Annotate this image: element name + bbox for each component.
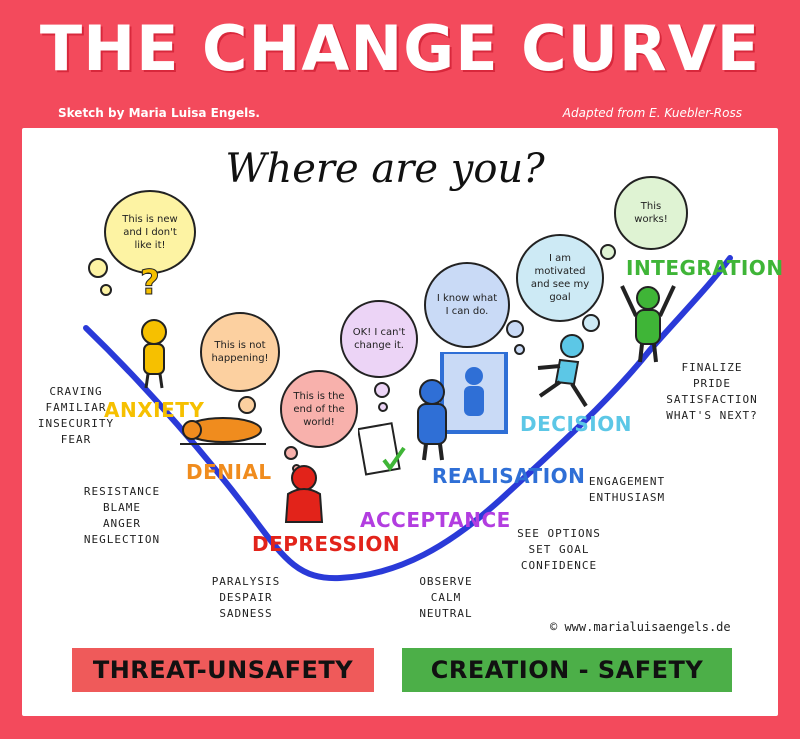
- thought-bubble-realisation: I know what I can do.: [424, 262, 510, 348]
- words-depression: [200, 574, 292, 622]
- words-denial: [76, 484, 168, 548]
- word: PRIDE: [692, 377, 732, 390]
- thought-bubble-denial: This is not happening!: [200, 312, 280, 392]
- stage-denial: DENIAL: [186, 460, 272, 484]
- word: FEAR: [60, 433, 92, 446]
- website-credit: © www.marialuisaengels.de: [550, 620, 731, 634]
- realisation-figure: [408, 352, 518, 462]
- stage-integration: INTEGRATION: [626, 256, 784, 280]
- word: BLAME: [102, 501, 142, 514]
- banner-creation-safety: CREATION - SAFETY: [402, 648, 732, 692]
- depression-figure: [270, 460, 340, 530]
- words-acceptance: [400, 574, 492, 622]
- integration-figure: [618, 276, 678, 366]
- word: ENTHUSIASM: [588, 491, 666, 504]
- thought-bubble-decision: I am motivated and see my goal: [516, 234, 604, 322]
- banner-threat-unsafety: THREAT-UNSAFETY: [72, 648, 374, 692]
- source-credit: Adapted from E. Kuebler-Ross: [562, 106, 742, 120]
- thought-bubble-depression: This is the end of the world!: [280, 370, 358, 448]
- stage-acceptance: ACCEPTANCE: [360, 508, 511, 532]
- word: SATISFACTION: [666, 393, 758, 406]
- words-decision: [572, 474, 682, 506]
- words-integration: [652, 360, 772, 424]
- word: WHAT'S NEXT?: [666, 409, 758, 422]
- sketch-credit: Sketch by Maria Luisa Engels.: [58, 106, 260, 120]
- thought-bubble-acceptance: OK! I can't change it.: [340, 300, 418, 378]
- thought-dot: [100, 284, 112, 296]
- word: NEGLECTION: [83, 533, 161, 546]
- stage-decision: DECISION: [520, 412, 632, 436]
- decision-figure: [520, 332, 600, 412]
- word: DESPAIR: [219, 591, 273, 604]
- thought-dot: [600, 244, 616, 260]
- thought-bubble-integration: This works!: [614, 176, 688, 250]
- word: SADNESS: [219, 607, 273, 620]
- thought-bubble-anxiety: This is new and I don't like it!: [104, 190, 196, 274]
- word: PARALYSIS: [211, 575, 281, 588]
- word: ANGER: [102, 517, 142, 530]
- word: FINALIZE: [681, 361, 743, 374]
- word: RESISTANCE: [83, 485, 161, 498]
- word: FAMILIAR: [45, 401, 107, 414]
- word: INSECURITY: [37, 417, 115, 430]
- anxiety-figure: [112, 260, 182, 390]
- word: SEE OPTIONS: [517, 527, 601, 540]
- page-title: THE CHANGE CURVE: [39, 12, 761, 85]
- word: CRAVING: [49, 385, 103, 398]
- stage-anxiety: ANXIETY: [104, 398, 205, 422]
- word: NEUTRAL: [419, 607, 473, 620]
- words-realisation: [504, 526, 614, 574]
- stage-depression: DEPRESSION: [252, 532, 401, 556]
- thought-dot: [88, 258, 108, 278]
- stage-realisation: REALISATION: [432, 464, 586, 488]
- thought-dot: [374, 382, 390, 398]
- word: CALM: [430, 591, 462, 604]
- contract-icon: [358, 420, 408, 480]
- thought-dot: [284, 446, 298, 460]
- words-anxiety: [30, 384, 122, 448]
- word: OBSERVE: [419, 575, 473, 588]
- word: SET GOAL: [528, 543, 590, 556]
- word: CONFIDENCE: [520, 559, 598, 572]
- subtitle: Where are you?: [225, 146, 545, 192]
- thought-dot: [582, 314, 600, 332]
- anxiety-question-mark: ?: [140, 263, 160, 303]
- thought-dot: [378, 402, 388, 412]
- word: ENGAGEMENT: [588, 475, 666, 488]
